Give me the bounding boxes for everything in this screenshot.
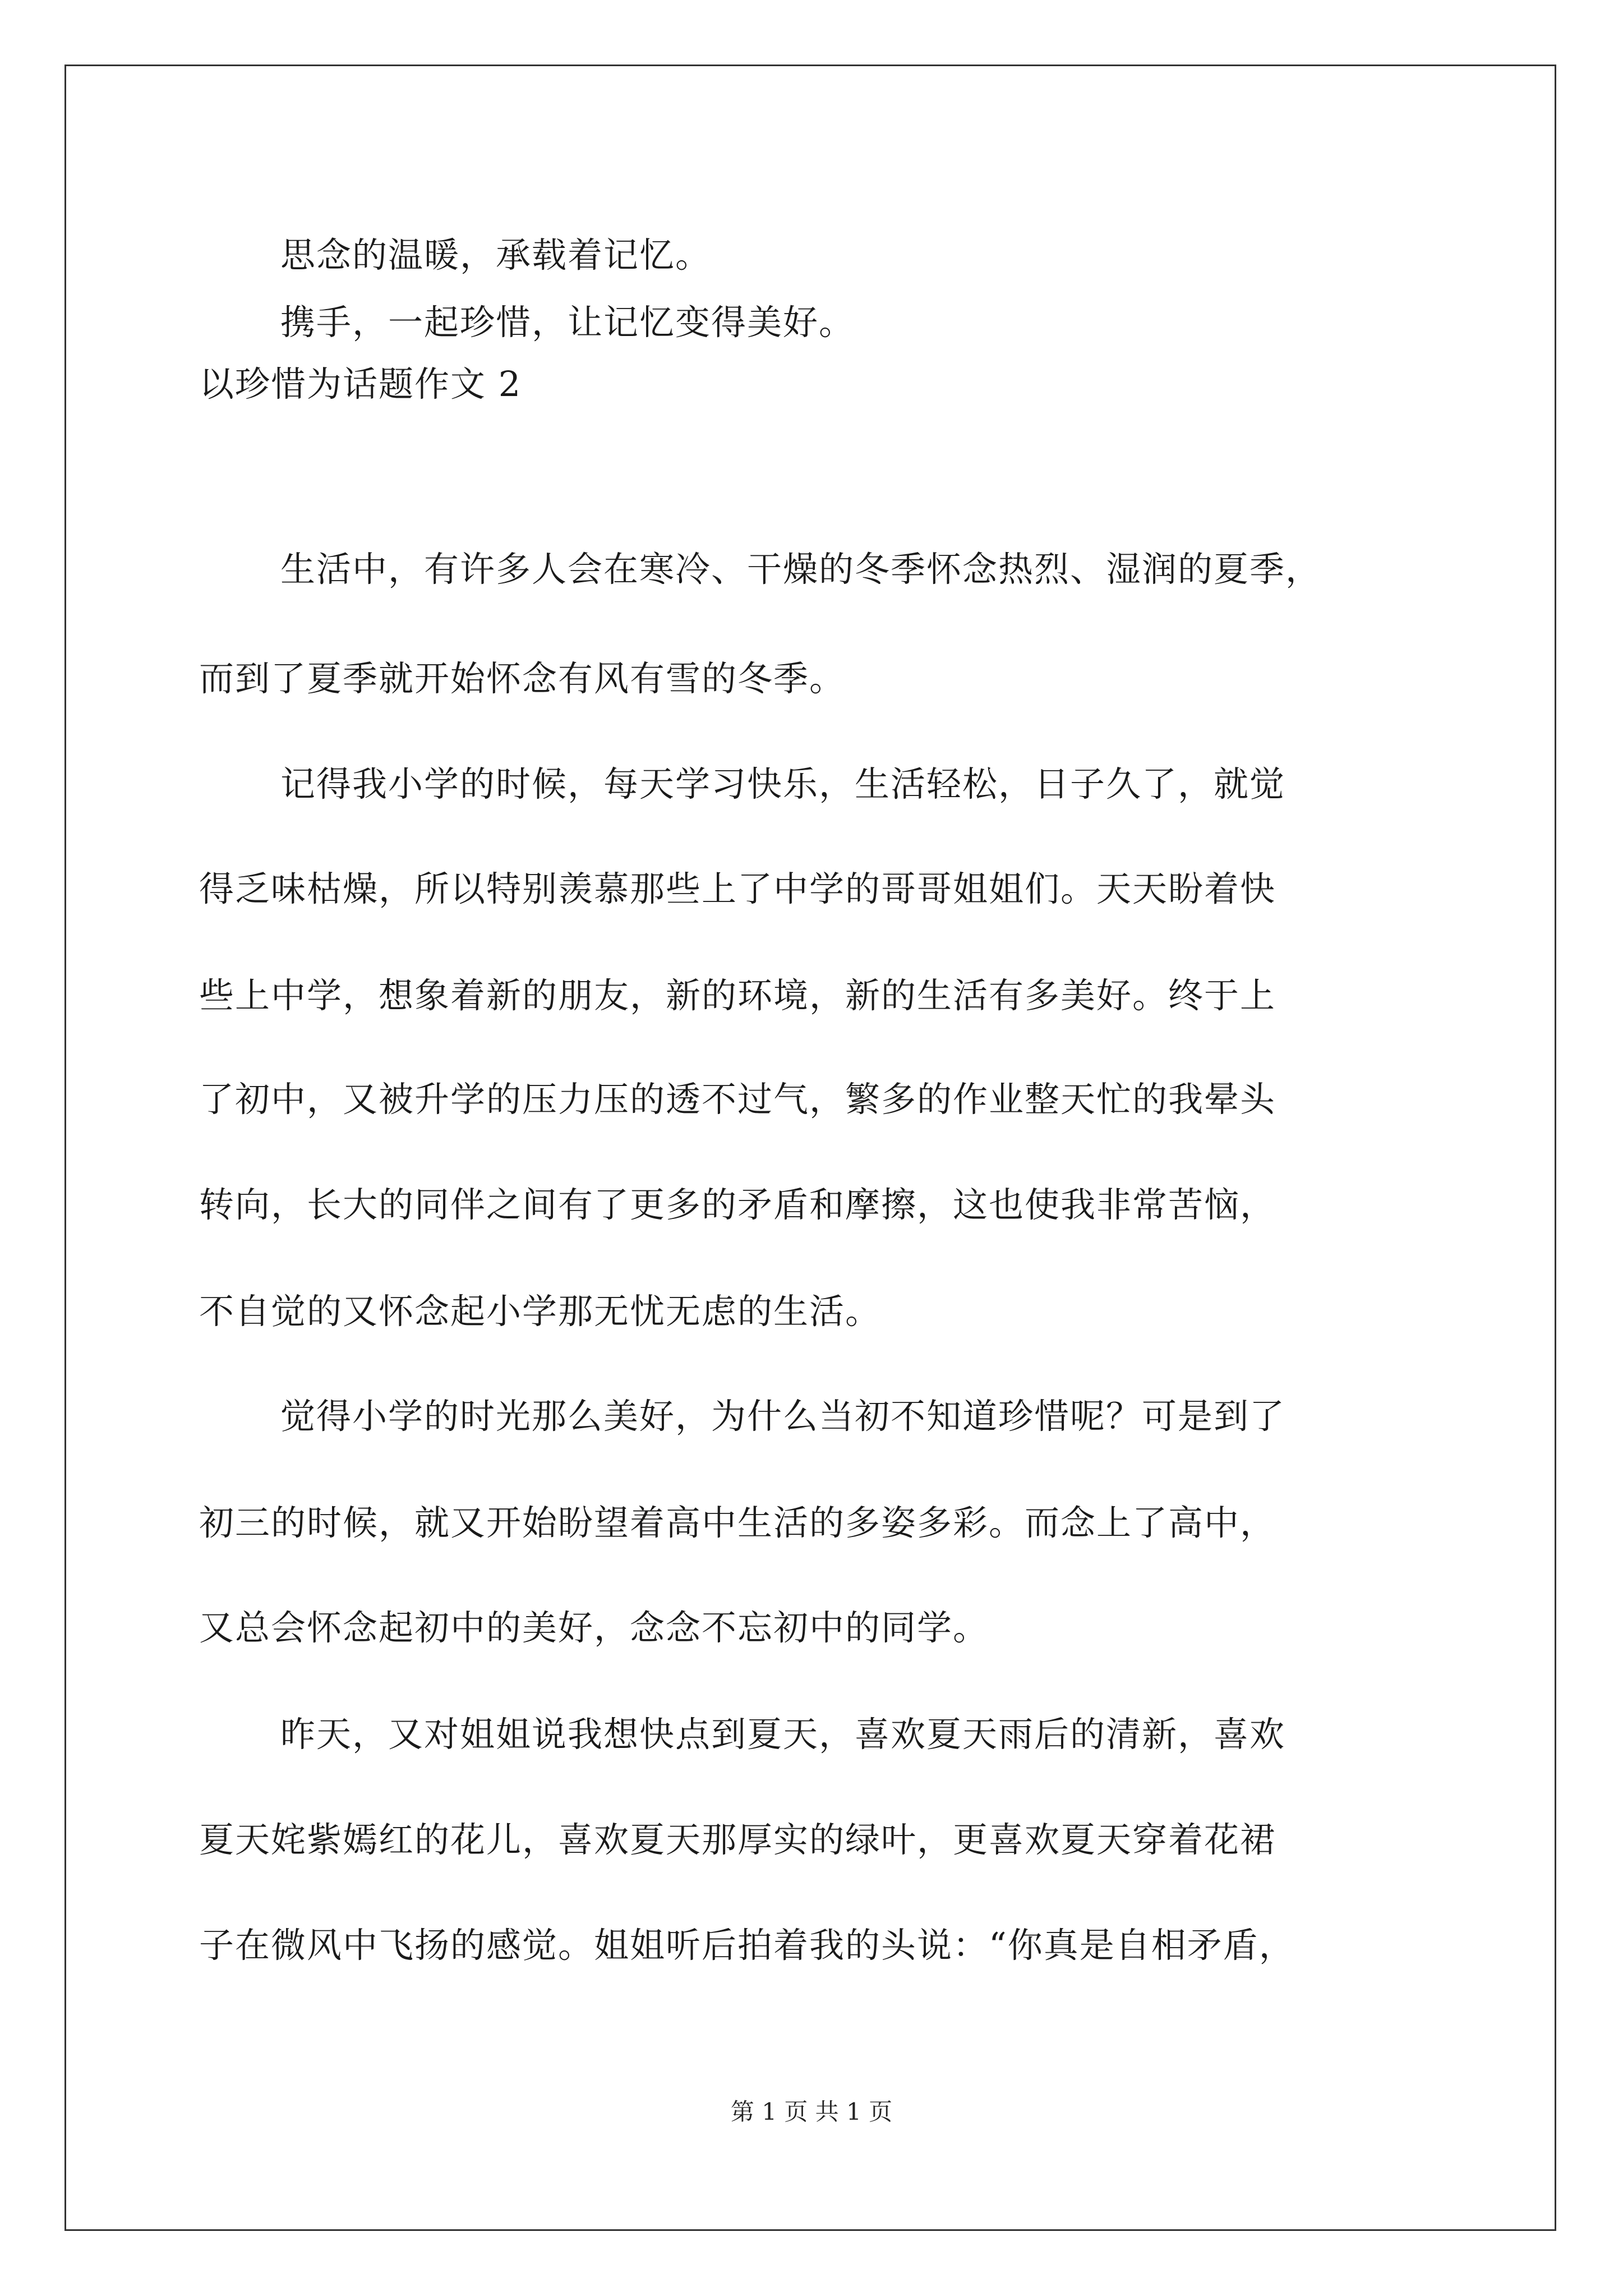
text-line: 携手，一起珍惜，让记忆变得美好。 (280, 302, 855, 343)
text-line: 觉得小学的时光那么美好，为什么当初不知道珍惜呢？可是到了 (280, 1396, 1286, 1437)
text-line: 转向，长大的同伴之间有了更多的矛盾和摩擦，这也使我非常苦恼， (199, 1184, 1276, 1225)
text-line: 又总会怀念起初中的美好，念念不忘初中的同学。 (199, 1607, 989, 1648)
text-line: 初三的时候，就又开始盼望着高中生活的多姿多彩。而念上了高中， (199, 1502, 1276, 1543)
text-line: 而到了夏季就开始怀念有风有雪的冬季。 (199, 658, 846, 699)
text-line: 得乏味枯燥，所以特别羡慕那些上了中学的哥哥姐姐们。天天盼着快 (199, 868, 1276, 909)
page-footer: 第 1 页 共 1 页 (730, 2098, 893, 2125)
essay-heading: 以珍惜为话题作文 2 (199, 364, 522, 404)
text-line: 昨天，又对姐姐说我想快点到夏天，喜欢夏天雨后的清新，喜欢 (280, 1714, 1286, 1755)
text-line: 了初中，又被升学的压力压的透不过气，繁多的作业整天忙的我晕头 (199, 1079, 1276, 1120)
text-line: 些上中学，想象着新的朋友，新的环境，新的生活有多美好。终于上 (199, 975, 1276, 1016)
text-line: 记得我小学的时候，每天学习快乐，生活轻松，日子久了，就觉 (280, 763, 1286, 804)
text-line: 生活中，有许多人会在寒冷、干燥的冬季怀念热烈、湿润的夏季， (280, 549, 1322, 590)
text-line: 夏天姹紫嫣红的花儿，喜欢夏天那厚实的绿叶，更喜欢夏天穿着花裙 (199, 1819, 1276, 1860)
text-line: 子在微风中飞扬的感觉。姐姐听后拍着我的头说：“你真是自相矛盾， (199, 1925, 1295, 1966)
text-line: 思念的温暖，承载着记忆。 (280, 234, 712, 275)
text-line: 不自觉的又怀念起小学那无忧无虑的生活。 (199, 1291, 882, 1332)
